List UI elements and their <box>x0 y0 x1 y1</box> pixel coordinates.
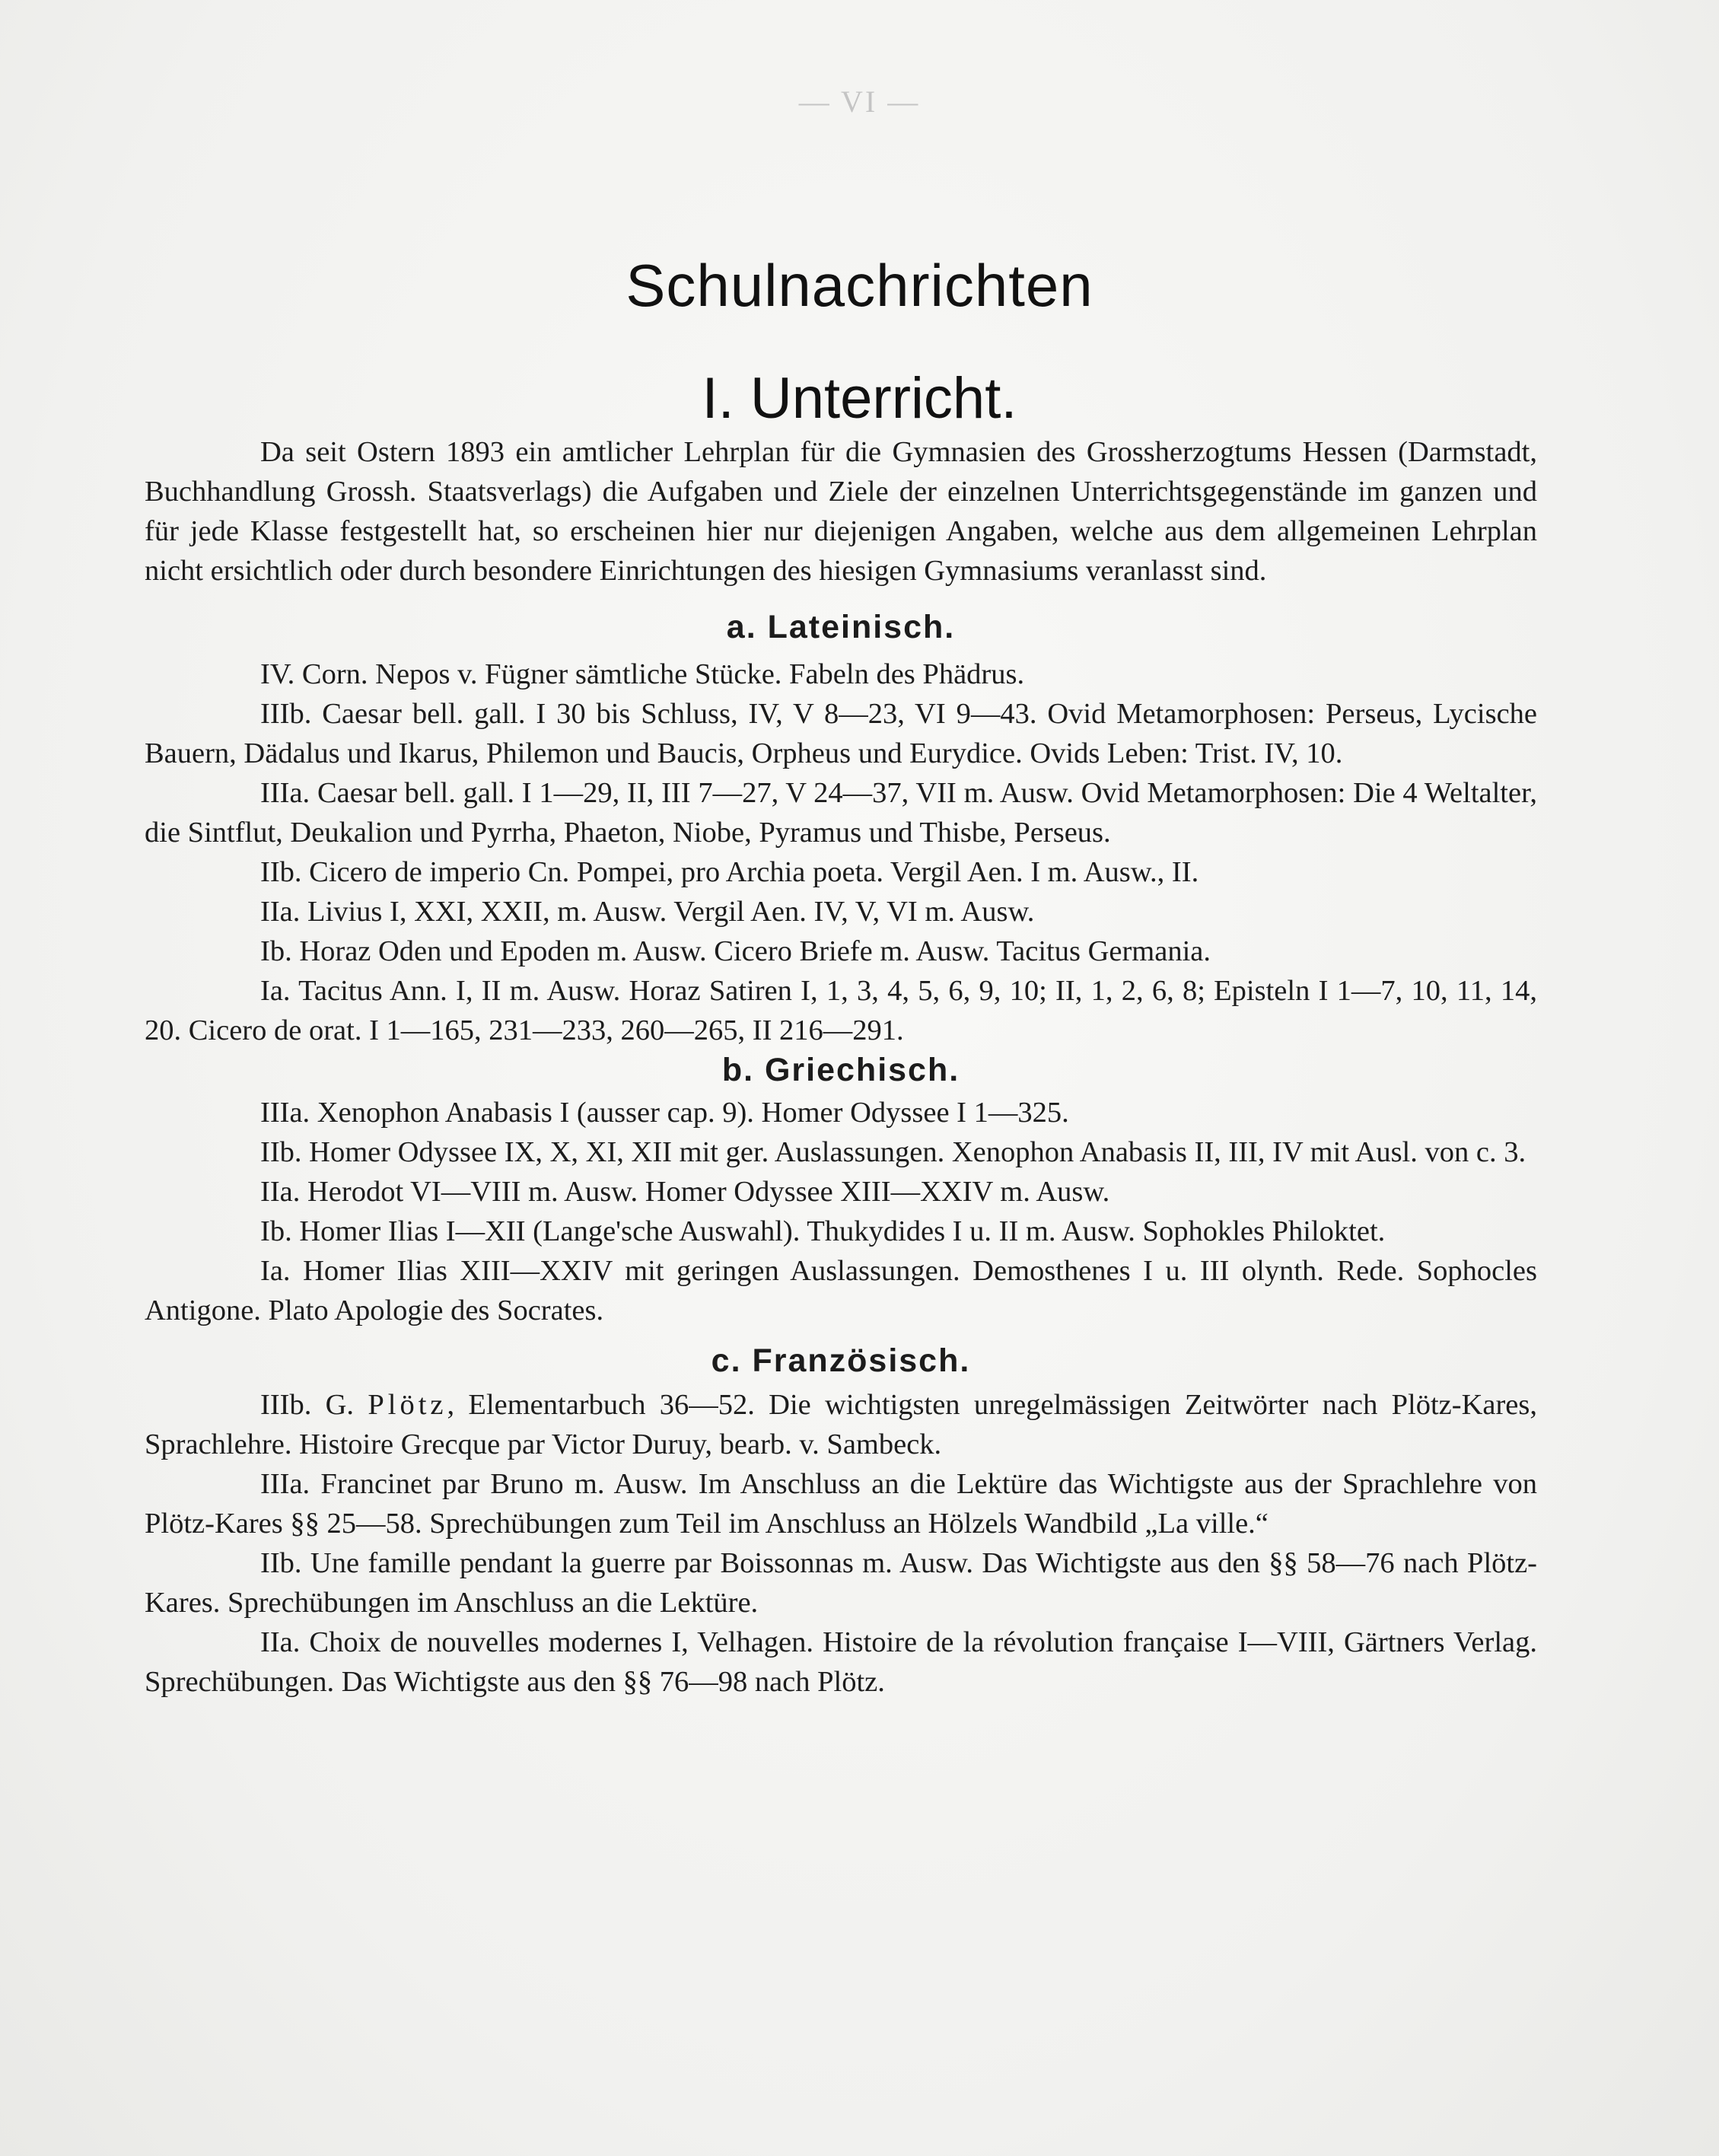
latin-entry: IIa. Livius I, XXI, XXII, m. Ausw. Vergil Aen. IV, V, VI m. Ausw. <box>260 896 1035 928</box>
greek-heading: b. Griechisch. <box>721 1052 960 1088</box>
intro-paragraph: Da seit Ostern 1893 ein amtlicher Lehrplan für die Gymnasien des Grossherzogtums Hessen (Darmstadt, Buchhandlung Grossh. Staatsverlags) die Aufgaben und Ziele der einzelnen Unterrichtsgegenstände im ganzen und für jede Klasse festgestellt hat, so erscheinen hier nur diejenigen Angaben, welche aus dem allgemeinen Lehrplan nicht ersichtlich oder durch besondere Einrichtungen des hiesigen Gymnasiums veranlasst sind. <box>145 436 1537 587</box>
french-entry <box>145 1385 1537 1464</box>
greek-entry: IIb. Homer Odyssee IX, X, XI, XII mit ger. Auslassungen. Xenophon Anabasis II, III, IV mit Ausl. von c. 3. <box>260 1136 1526 1168</box>
page-title: Schulnachrichten <box>626 252 1093 319</box>
french-entry: IIIa. Francinet par Bruno m. Ausw. Im Anschluss an die Lektüre das Wichtigste aus der Sprachlehre von Plötz-Kares §§ 25—58. Sprechübungen zum Teil im Anschluss an Hölzels Wandbild „La ville.“ <box>145 1468 1537 1540</box>
french-entry: IIa. Choix de nouvelles modernes I, Velhagen. Histoire de la révolution française I—VIII, Gärtners Verlag. Sprechübungen. Das Wichtigste aus den §§ 76—98 nach Plötz. <box>145 1626 1537 1698</box>
latin-entry: Ia. Tacitus Ann. I, II m. Ausw. Horaz Satiren I, 1, 3, 4, 5, 6, 9, 10; II, 1, 2, 6, 8; Episteln I 1—7, 10, 11, 14, 20. Cicero de orat. I 1—165, 231—233, 260—265, II 216—291. <box>145 975 1537 1046</box>
greek-entry: Ia. Homer Ilias XIII—XXIV mit geringen Auslassungen. Demosthenes I u. III olynth. Rede. Sophocles Antigone. Plato Apologie des Socrates. <box>145 1255 1537 1326</box>
latin-heading: a. Lateinisch. <box>726 609 956 645</box>
page-number: — VI — <box>798 84 921 119</box>
greek-entry: IIa. Herodot VI—VIII m. Ausw. Homer Odyssee XIII—XXIV m. Ausw. <box>260 1176 1110 1208</box>
french-heading: c. Französisch. <box>711 1342 971 1379</box>
greek-entry: Ib. Homer Ilias I—XII (Lange'sche Auswahl). Thukydides I u. II m. Ausw. Sophokles Philoktet. <box>260 1215 1386 1247</box>
latin-entry: IIIa. Caesar bell. gall. I 1—29, II, III 7—27, V 24—37, VII m. Ausw. Ovid Metamorphosen: Die 4 Weltalter, die Sintflut, Deukalion und Pyrrha, Phaeton, Niobe, Pyramus und Thisbe, Perseus. <box>145 777 1537 849</box>
latin-entry: Ib. Horaz Oden und Epoden m. Ausw. Cicero Briefe m. Ausw. Tacitus Germania. <box>260 935 1211 967</box>
french-entry: IIb. Une famille pendant la guerre par Boissonnas m. Ausw. Das Wichtigste aus den §§ 58—76 nach Plötz-Kares. Sprechübungen im Anschluss an die Lektüre. <box>145 1547 1537 1619</box>
french-entry-lead: IIIb. G. <box>260 1389 368 1421</box>
french-entry-author: Plötz <box>368 1389 447 1421</box>
body-text <box>145 432 1537 1702</box>
french-entry-rest: , Elementarbuch 36—52. Die wichtigsten unregelmässigen Zeitwörter nach Plötz-Kares, Sprachlehre. Histoire Grecque par Victor Duruy, bearb. v. Sambeck. <box>145 1389 1537 1460</box>
latin-entry: IIIb. Caesar bell. gall. I 30 bis Schluss, IV, V 8—23, VI 9—43. Ovid Metamorphosen: Perseus, Lycische Bauern, Dädalus und Ikarus, Philemon und Baucis, Orpheus und Eurydice. Ovids Leben: Trist. IV, 10. <box>145 698 1537 769</box>
greek-entry: IIIa. Xenophon Anabasis I (ausser cap. 9). Homer Odyssee I 1—325. <box>260 1097 1069 1129</box>
latin-entry: IIb. Cicero de imperio Cn. Pompei, pro Archia poeta. Vergil Aen. I m. Ausw., II. <box>260 856 1199 888</box>
latin-entry: IV. Corn. Nepos v. Fügner sämtliche Stücke. Fabeln des Phädrus. <box>260 658 1025 690</box>
section-heading: I. Unterricht. <box>702 366 1017 431</box>
